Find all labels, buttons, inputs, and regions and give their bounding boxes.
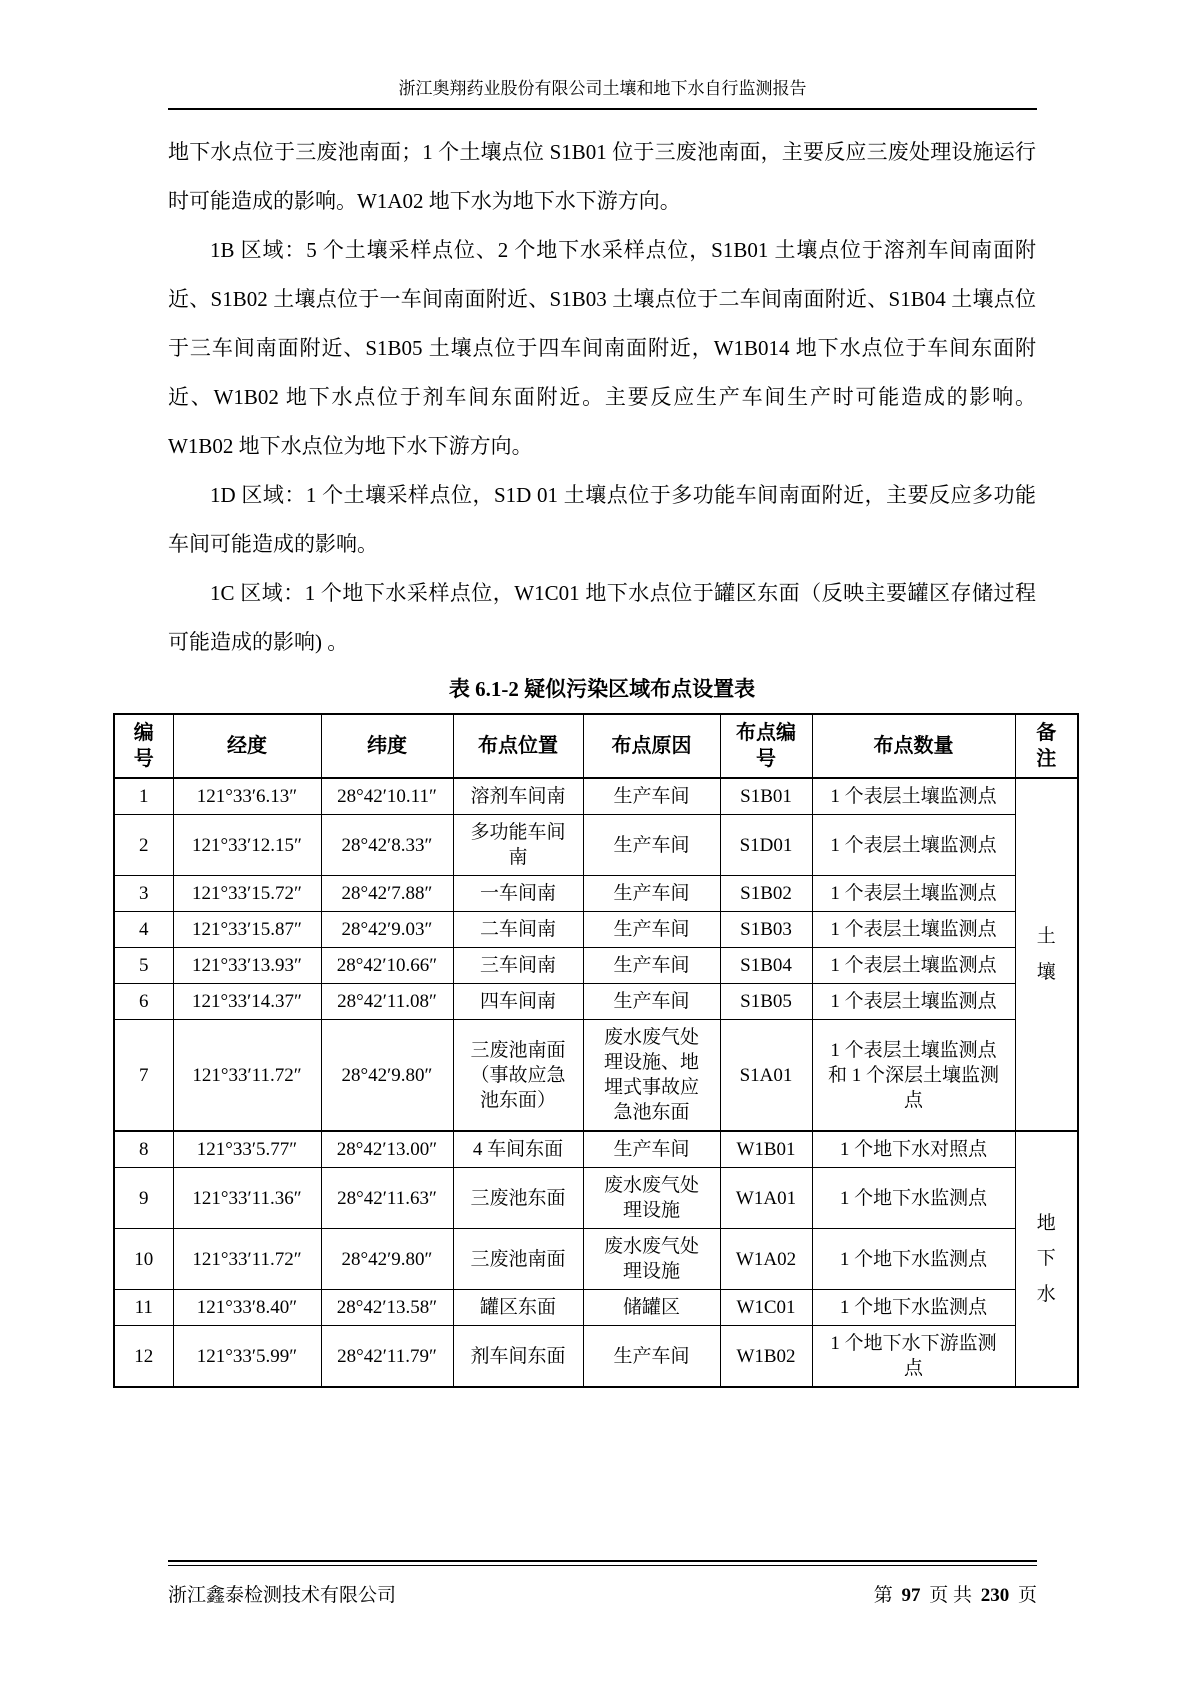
table-cell: 121°33′12.15″ xyxy=(173,815,321,876)
table-cell: S1D01 xyxy=(720,815,812,876)
table-header xyxy=(114,714,1078,778)
table-cell: 四车间南 xyxy=(453,984,583,1020)
total-page-number: 230 xyxy=(980,1585,1010,1606)
table-cell: 1 个表层土壤监测点 xyxy=(812,912,1015,948)
table-cell: S1B04 xyxy=(720,948,812,984)
table-cell: 9 xyxy=(114,1168,173,1229)
table-cell: 生产车间 xyxy=(583,815,720,876)
column-header: 布点数量 xyxy=(812,714,1015,778)
table-cell: 121°33′11.72″ xyxy=(173,1229,321,1290)
table-cell: 1 个表层土壤监测点 xyxy=(812,876,1015,912)
paragraph: 1D 区域：1 个土壤采样点位，S1D 01 土壤点位于多功能车间南面附近，主要反应多功能车间可能造成的影响。 xyxy=(168,483,1036,556)
table-cell: 4 车间东面 xyxy=(453,1131,583,1168)
footer-company: 浙江鑫泰检测技术有限公司 xyxy=(168,1585,397,1606)
paragraphs xyxy=(168,128,1036,667)
footer-rule xyxy=(168,1560,1037,1566)
table-cell: 8 xyxy=(114,1131,173,1168)
table-cell: 3 xyxy=(114,876,173,912)
table-cell: 28°42′10.66″ xyxy=(321,948,453,984)
table-cell: 三废池东面 xyxy=(453,1168,583,1229)
table-body xyxy=(114,778,1078,1387)
table-cell: 121°33′15.87″ xyxy=(173,912,321,948)
table-cell: 生产车间 xyxy=(583,1131,720,1168)
table-cell: 生产车间 xyxy=(583,948,720,984)
table-cell: 121°33′5.77″ xyxy=(173,1131,321,1168)
table-row xyxy=(114,1290,1078,1326)
paragraph: 1B 区域：5 个土壤采样点位、2 个地下水采样点位，S1B01 土壤点位于溶剂车间南面附近、S1B02 土壤点位于一车间南面附近、S1B03 土壤点位于二车间南面附近、S1B04 土壤点位于三车间南面附近、S1B05 土壤点位于四车间南面附近，W1B014 地下水点位于车间东面附近、W1B02 地下水点位于剂车间东面附近。主要反应生产车间生产时可能造成的影响。 W1B02 地下水点位为地下水下游方向。 xyxy=(168,238,1036,458)
column-header: 布点位置 xyxy=(453,714,583,778)
paragraph: 地下水点位于三废池南面；1 个土壤点位 S1B01 位于三废池南面，主要反应三废处理设施运行时可能造成的影响。W1A02 地下水为地下水下游方向。 xyxy=(168,140,1036,213)
table-cell: 三废池南面（事故应急池东面） xyxy=(453,1020,583,1132)
table-cell: 1 xyxy=(114,778,173,815)
table-cell: 1 个表层土壤监测点 xyxy=(812,815,1015,876)
table-cell: 28°42′9.80″ xyxy=(321,1229,453,1290)
table-cell: 5 xyxy=(114,948,173,984)
table-cell: 121°33′11.72″ xyxy=(173,1020,321,1132)
table-cell: 121°33′14.37″ xyxy=(173,984,321,1020)
table-cell: 121°33′5.99″ xyxy=(173,1326,321,1388)
table-cell: 罐区东面 xyxy=(453,1290,583,1326)
column-header: 备注 xyxy=(1015,714,1078,778)
footer xyxy=(168,1560,1037,1607)
table-row xyxy=(114,1168,1078,1229)
table-cell: 28°42′11.79″ xyxy=(321,1326,453,1388)
table-cell: 4 xyxy=(114,912,173,948)
table-cell: 28°42′13.00″ xyxy=(321,1131,453,1168)
table-cell: 二车间南 xyxy=(453,912,583,948)
table-cell: 一车间南 xyxy=(453,876,583,912)
table-cell: 生产车间 xyxy=(583,876,720,912)
table-cell: 废水废气处理设施、地埋式事故应急池东面 xyxy=(583,1020,720,1132)
table-cell: 1 个表层土壤监测点和 1 个深层土壤监测点 xyxy=(812,1020,1015,1132)
table-cell: 12 xyxy=(114,1326,173,1388)
table-cell: 剂车间东面 xyxy=(453,1326,583,1388)
table-row xyxy=(114,1326,1078,1388)
table-cell: 121°33′8.40″ xyxy=(173,1290,321,1326)
table-cell: 三车间南 xyxy=(453,948,583,984)
table-cell: 11 xyxy=(114,1290,173,1326)
table-cell: 1 个表层土壤监测点 xyxy=(812,778,1015,815)
table-row xyxy=(114,1131,1078,1168)
table-cell: S1B02 xyxy=(720,876,812,912)
table-cell: 121°33′15.72″ xyxy=(173,876,321,912)
table-cell: 121°33′6.13″ xyxy=(173,778,321,815)
table-row xyxy=(114,912,1078,948)
table-cell: 28°42′8.33″ xyxy=(321,815,453,876)
table-cell: 28°42′9.03″ xyxy=(321,912,453,948)
monitoring-table xyxy=(113,713,1079,1388)
table-cell: 1 个地下水监测点 xyxy=(812,1290,1015,1326)
table-cell: 6 xyxy=(114,984,173,1020)
table-cell: 1 个地下水监测点 xyxy=(812,1229,1015,1290)
table-row xyxy=(114,778,1078,815)
table-cell: 28°42′11.08″ xyxy=(321,984,453,1020)
doc-header-title: 浙江奥翔药业股份有限公司土壤和地下水自行监测报告 xyxy=(398,79,807,98)
table-cell: 废水废气处理设施 xyxy=(583,1168,720,1229)
table-cell: 生产车间 xyxy=(583,912,720,948)
table-cell: 溶剂车间南 xyxy=(453,778,583,815)
table-row xyxy=(114,1020,1078,1132)
table-row xyxy=(114,948,1078,984)
table-cell: 废水废气处理设施 xyxy=(583,1229,720,1290)
paragraph: 1C 区域：1 个地下水采样点位，W1C01 地下水点位于罐区东面（反映主要罐区存储过程可能造成的影响) 。 xyxy=(168,581,1036,654)
table-row xyxy=(114,876,1078,912)
current-page-number: 97 xyxy=(901,1585,921,1606)
table-cell: 生产车间 xyxy=(583,984,720,1020)
column-header: 布点编号 xyxy=(720,714,812,778)
table-cell: 1 个表层土壤监测点 xyxy=(812,948,1015,984)
table-cell: W1A02 xyxy=(720,1229,812,1290)
column-header: 布点原因 xyxy=(583,714,720,778)
column-header: 经度 xyxy=(173,714,321,778)
table-cell: S1A01 xyxy=(720,1020,812,1132)
table-cell: 1 个地下水下游监测点 xyxy=(812,1326,1015,1388)
remark-cell: 土壤 xyxy=(1015,778,1078,1131)
column-header: 编号 xyxy=(114,714,173,778)
table-cell: S1B01 xyxy=(720,778,812,815)
remark-cell: 地下水 xyxy=(1015,1131,1078,1387)
body-text xyxy=(133,128,1057,1388)
table-cell: 10 xyxy=(114,1229,173,1290)
table-cell: 28°42′13.58″ xyxy=(321,1290,453,1326)
table-cell: 1 个表层土壤监测点 xyxy=(812,984,1015,1020)
footer-pagination: 第 97 页 共 230 页 xyxy=(873,1585,1037,1606)
table-cell: 2 xyxy=(114,815,173,876)
table-cell: 121°33′11.36″ xyxy=(173,1168,321,1229)
table-cell: W1C01 xyxy=(720,1290,812,1326)
table-row xyxy=(114,984,1078,1020)
table-row xyxy=(114,815,1078,876)
table-cell: 28°42′7.88″ xyxy=(321,876,453,912)
table-cell: 生产车间 xyxy=(583,1326,720,1388)
doc-header xyxy=(168,74,1037,110)
table-cell: W1A01 xyxy=(720,1168,812,1229)
table-cell: 28°42′9.80″ xyxy=(321,1020,453,1132)
table-cell: 28°42′10.11″ xyxy=(321,778,453,815)
column-header: 纬度 xyxy=(321,714,453,778)
table-cell: 多功能车间南 xyxy=(453,815,583,876)
table-title: 表 6.1-2 疑似污染区域布点设置表 xyxy=(448,677,756,701)
table-cell: 121°33′13.93″ xyxy=(173,948,321,984)
table-cell: S1B03 xyxy=(720,912,812,948)
table-cell: 储罐区 xyxy=(583,1290,720,1326)
table-cell: 28°42′11.63″ xyxy=(321,1168,453,1229)
table-cell: 三废池南面 xyxy=(453,1229,583,1290)
table-cell: S1B05 xyxy=(720,984,812,1020)
table-cell: 生产车间 xyxy=(583,778,720,815)
table-row xyxy=(114,1229,1078,1290)
table-cell: W1B02 xyxy=(720,1326,812,1388)
table-cell: 1 个地下水监测点 xyxy=(812,1168,1015,1229)
table-cell: 7 xyxy=(114,1020,173,1132)
table-cell: W1B01 xyxy=(720,1131,812,1168)
table-cell: 1 个地下水对照点 xyxy=(812,1131,1015,1168)
